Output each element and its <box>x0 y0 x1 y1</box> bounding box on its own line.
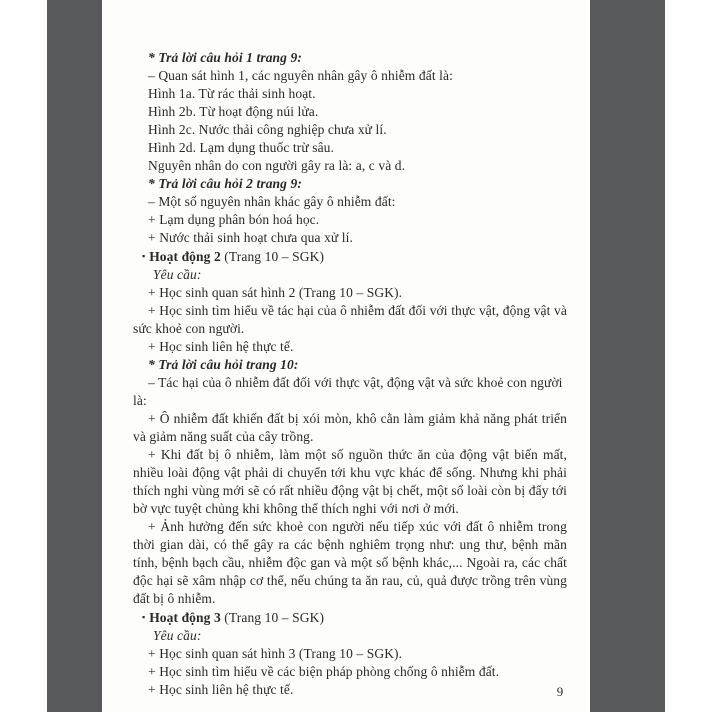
text-line: + Lạm dụng phân bón hoá học. <box>148 212 320 227</box>
activity-heading <box>133 247 567 266</box>
page-number: 9 <box>556 684 564 699</box>
activity-suffix: (Trang 10 – SGK) <box>220 610 325 625</box>
text-line: + Nước thải sinh hoạt chưa qua xử lí. <box>148 230 353 245</box>
text-line: Hình 2c. Nước thải công nghiệp chưa xử lí. <box>148 122 387 137</box>
square-bullet-icon: ▪ <box>142 612 146 622</box>
paragraph: + Khi đất bị ô nhiễm, làm một số nguồn thức ăn của động vật biến mất, nhiều loài động vật phải di chuyển tới khu vực khác để sống. Nhưng khi phải thích nghi vùng mới sẽ có rất nhiều động vật bị chết, một số loài còn bị đẩy tới bờ vực tuyệt chủng khi không thể thích nghi với nơi ở mới. <box>133 447 567 516</box>
paragraph: + Ảnh hưởng đến sức khoẻ con người nếu tiếp xúc với đất ô nhiễm trong thời gian dài, có thể gây ra các bệnh nghiêm trọng như: ung thư, bệnh mãn tính, bệnh bạch cầu, nhiễm độc gan và một số bệnh khác,... Ngoài ra, các chất độc hại sẽ xâm nhập cơ thể, nếu chúng ta ăn rau, củ, quả được trồng trên vùng đất bị ô nhiễm. <box>133 519 567 606</box>
text-line: Nguyên nhân do con người gây ra là: a, c và d. <box>148 158 406 173</box>
section-heading: * Trả lời câu hỏi 1 trang 9: <box>148 50 302 65</box>
section-heading: * Trả lời câu hỏi trang 10: <box>148 357 299 372</box>
paragraph: + Học sinh tìm hiểu về tác hại của ô nhiễm đất đối với thực vật, động vật và sức khoẻ con người. <box>133 303 567 336</box>
square-bullet-icon: ▪ <box>142 251 146 261</box>
paragraph: + Ô nhiễm đất khiến đất bị xói mòn, khô cằn làm giảm khả năng phát triển và giảm năng suất của cây trồng. <box>133 411 567 444</box>
text-line: Hình 2d. Lạm dụng thuốc trừ sâu. <box>148 140 334 155</box>
text-line: Hình 2b. Từ hoạt động núi lửa. <box>148 104 319 119</box>
activity-suffix: (Trang 10 – SGK) <box>220 249 325 264</box>
text-line: Hình 1a. Từ rác thải sinh hoạt. <box>148 86 316 101</box>
photo-background-right <box>590 0 665 712</box>
text-line: + Học sinh liên hệ thực tế. <box>148 339 294 354</box>
note-line: Yêu cầu: <box>153 628 202 643</box>
text-line: + Học sinh liên hệ thực tế. <box>148 682 294 697</box>
text-line: – Một số nguyên nhân khác gây ô nhiễm đất: <box>148 194 396 209</box>
activity-heading <box>133 608 567 627</box>
text-line: – Quan sát hình 1, các nguyên nhân gây ô nhiễm đất là: <box>148 68 453 83</box>
book-page <box>102 0 590 712</box>
text-line: + Học sinh quan sát hình 3 (Trang 10 – SGK). <box>148 646 403 661</box>
text-column <box>133 49 567 699</box>
text-line: + Học sinh quan sát hình 2 (Trang 10 – SGK). <box>148 285 403 300</box>
note-line: Yêu cầu: <box>153 267 202 282</box>
activity-label: Hoạt động 3 <box>149 610 221 625</box>
activity-label: Hoạt động 2 <box>149 249 221 264</box>
text-line: + Học sinh tìm hiểu về các biện pháp phòng chống ô nhiễm đất. <box>148 664 500 679</box>
text-line: – Tác hại của ô nhiễm đất đối với thực vật, động vật và sức khoẻ con người là: <box>133 375 563 408</box>
photo-background-left <box>47 0 102 712</box>
section-heading: * Trả lời câu hỏi 2 trang 9: <box>148 176 302 191</box>
